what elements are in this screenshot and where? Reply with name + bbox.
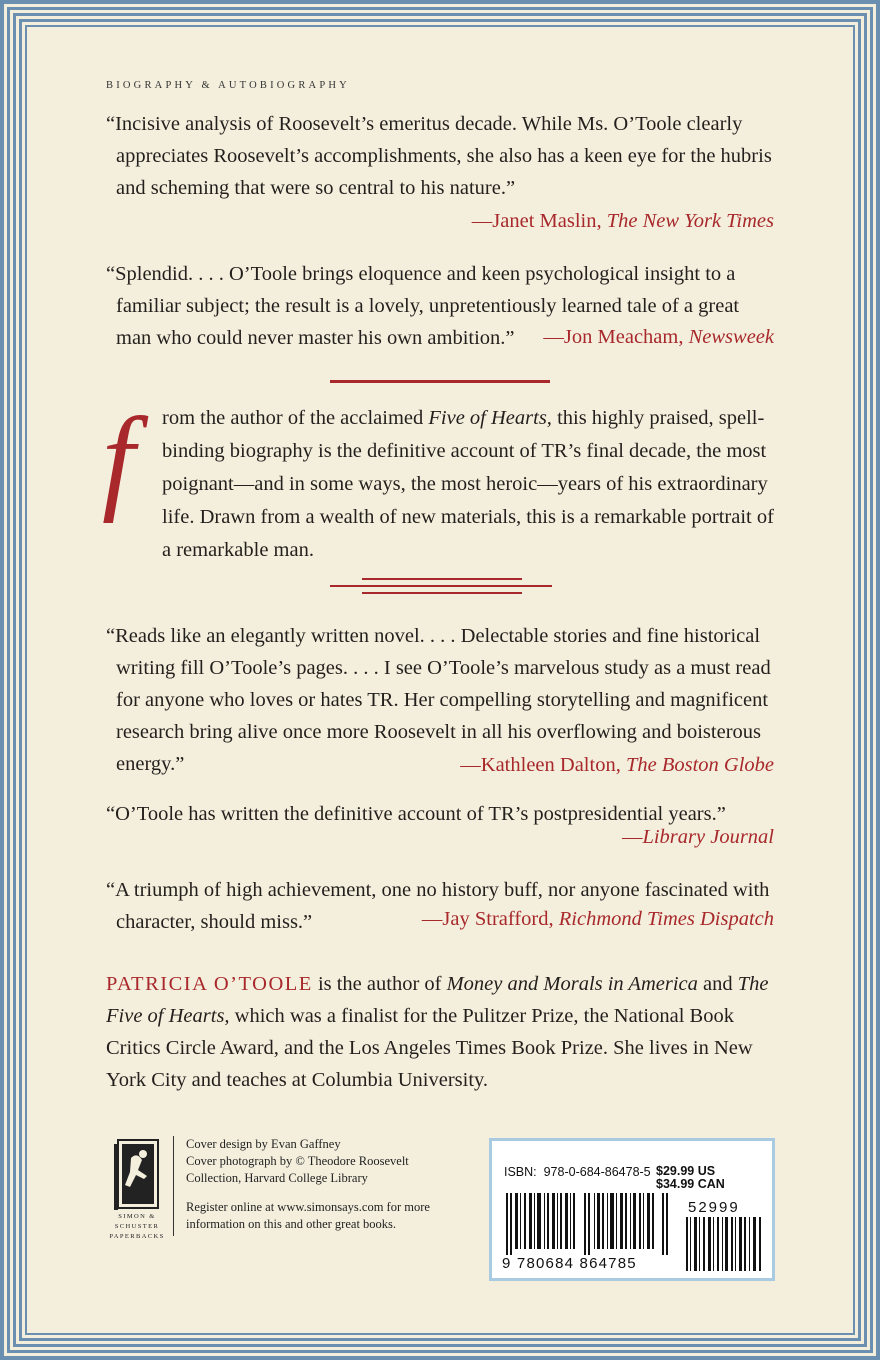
attribution-author: —Janet Maslin, (471, 210, 607, 232)
bio-book-title: Money and Morals in America (446, 973, 698, 995)
publisher-name (102, 1212, 172, 1242)
quote-attribution-2 (543, 326, 774, 349)
cover-credits (186, 1136, 466, 1245)
quote-text: “A triumph of high achievement, one no history buff, nor anyone fascinated with character, should miss.” (106, 879, 770, 933)
description-lead: rom the author of the acclaimed (162, 407, 429, 429)
attribution-author: —Kathleen Dalton, (460, 754, 626, 776)
quote-text: “Splendid. . . . O’Toole brings eloquence and keen psychological insight to a familiar subject; the result is a lovely, unpretentiously learned tale of a great man who could never master his own ambition.” (106, 263, 740, 349)
quote-text: “Reads like an elegantly written novel. . . . Delectable stories and fine historical writing fill O’Toole’s pages. . . . I see O’Toole’s marvelous study as a must read for anyone who loves or hates TR. Her compelling storytelling and magnificent research bring alive once more Roosevelt in all his overflowing and boisterous energy.” (106, 625, 771, 775)
description-book-title: Five of Hearts, (428, 407, 552, 429)
attribution-author: —Jon Meacham, (543, 326, 689, 348)
credits-divider (173, 1136, 174, 1236)
quote-attribution-5 (422, 908, 774, 931)
addon-digits: 52999 (688, 1199, 740, 1216)
register-note: Register online at www.simonsays.com for more information on this and other great books. (186, 1200, 430, 1231)
category-label: BIOGRAPHY & AUTOBIOGRAPHY (106, 80, 350, 91)
price-us: $29.99 US (656, 1164, 716, 1178)
isbn-label: ISBN: (504, 1165, 537, 1179)
bio-book-title: The Five of Hearts, (106, 973, 769, 1027)
attribution-source: The New York Times (606, 210, 774, 232)
review-quote-1 (106, 108, 774, 204)
credit-design: Cover design by Evan Gaffney (186, 1137, 341, 1151)
price-can: $34.99 CAN (656, 1177, 725, 1191)
attribution-author: —Jay Strafford, (421, 908, 559, 930)
ean-barcode-icon (502, 1193, 674, 1255)
attribution-author: — (621, 826, 643, 848)
drop-cap: f (102, 393, 135, 524)
bio-text: is the author of (312, 973, 447, 995)
attribution-source: Library Journal (642, 826, 774, 848)
attribution-source: Newsweek (688, 326, 774, 348)
publisher-line: PAPERBACKS (109, 1233, 165, 1240)
book-description (162, 402, 776, 567)
quote-attribution-3 (460, 754, 774, 777)
barcode-panel (489, 1138, 775, 1281)
quote-attribution-4 (622, 826, 774, 849)
attribution-source: The Boston Globe (625, 754, 774, 776)
price-block (656, 1165, 725, 1191)
attribution-source: Richmond Times Dispatch (558, 908, 774, 930)
isbn-text (504, 1165, 651, 1179)
quote-text: “Incisive analysis of Roosevelt’s emeritus decade. While Ms. O’Toole clearly appreciates Roosevelt’s accomplishments, she also has a keen eye for the hubris and scheming that were so central to his nature.” (106, 113, 772, 199)
divider-rule (330, 380, 550, 383)
publisher-line: SIMON & (118, 1213, 156, 1220)
quote-attribution-1 (472, 210, 774, 233)
bio-text: which was a finalist for the Pulitzer Prize, the National Book Critics Circle Award, and the Los Angeles Times Book Prize. She lives in New York City and teaches at Columbia University. (106, 1005, 753, 1091)
bio-text: and (697, 973, 738, 995)
ean-digits: 9 780684 864785 (502, 1255, 637, 1272)
publisher-line: SCHUSTER (114, 1223, 160, 1230)
credit-photo: Cover photograph by © Theodore Roosevelt Collection, Harvard College Library (186, 1154, 409, 1185)
addon-barcode-icon (684, 1217, 766, 1271)
description-body: this highly praised, spell-binding biography is the definitive account of TR’s final decade, the most poignant—and in some ways, the most heroic—years of his extraordinary life. Drawn from a wealth of new materials, this is a remarkable portrait of a remarkable man. (162, 407, 774, 561)
author-bio (106, 968, 778, 1096)
author-name: PATRICIA O’TOOLE (106, 973, 313, 995)
quote-text: “O’Toole has written the definitive account of TR’s postpresidential years.” (106, 803, 726, 825)
isbn-number: 978-0-684-86478-5 (543, 1165, 651, 1179)
